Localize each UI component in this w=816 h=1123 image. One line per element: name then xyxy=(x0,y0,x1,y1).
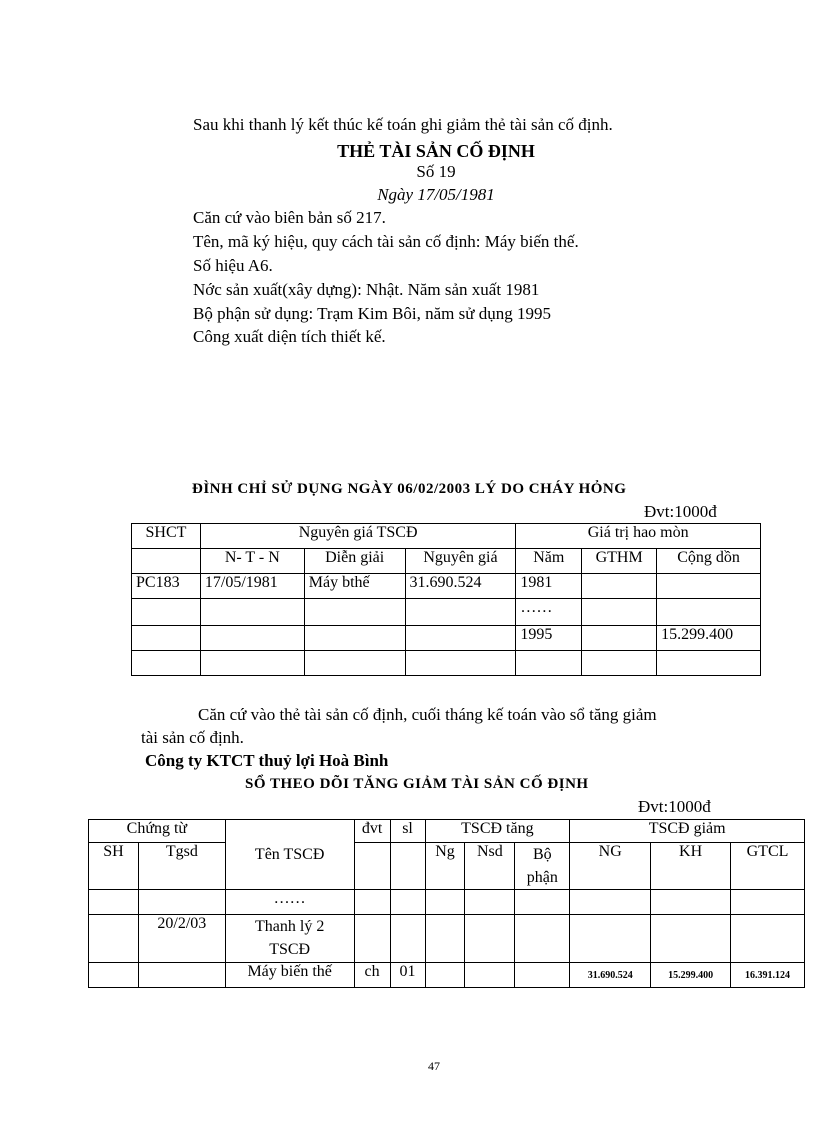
ledger-row xyxy=(89,890,805,915)
header-nguyen-gia: Nguyên giá TSCĐ xyxy=(200,524,515,549)
header-gia-tri-hao-mon: Giá trị hao mòn xyxy=(516,524,761,549)
cell xyxy=(304,626,405,651)
header-tscd-giam: TSCĐ giảm xyxy=(570,820,805,843)
cell: 1995 xyxy=(516,626,582,651)
header-sh: SH xyxy=(89,843,139,890)
header-ng-tang: Ng xyxy=(425,843,465,890)
cell xyxy=(582,651,657,676)
table-row xyxy=(132,574,761,599)
card-line-3: Số hiệu A6. xyxy=(193,256,273,275)
header-ng: Nguyên giá xyxy=(405,549,516,574)
card-number: Số 19 xyxy=(416,162,456,181)
cell xyxy=(582,599,657,626)
cell xyxy=(200,626,304,651)
card-line-1: Căn cứ vào biên bản số 217. xyxy=(193,208,386,227)
ledger-title: SỔ THEO DÕI TĂNG GIẢM TÀI SẢN CỐ ĐỊNH xyxy=(245,776,589,792)
cell xyxy=(582,574,657,599)
cell xyxy=(405,599,516,626)
card-line-6: Công xuất diện tích thiết kế. xyxy=(193,327,386,346)
cell: 1981 xyxy=(516,574,582,599)
header-ng-giam: NG xyxy=(570,843,651,890)
cell: 17/05/1981 xyxy=(200,574,304,599)
header-dien-giai: Diễn giải xyxy=(304,549,405,574)
ledger-subheader-row xyxy=(89,843,805,890)
cell-line: Thanh lý 2 xyxy=(255,918,325,935)
header-sl: sl xyxy=(390,820,425,843)
header-tscd-tang: TSCĐ tăng xyxy=(425,820,570,843)
cell: 20/2/03 xyxy=(138,915,225,963)
cell xyxy=(132,651,201,676)
cell xyxy=(225,915,354,963)
ledger-row xyxy=(89,915,805,963)
table-row xyxy=(132,599,761,626)
stop-use-heading: ĐÌNH CHỈ SỬ DỤNG NGÀY 06/02/2003 LÝ DO CHÁY HỎNG xyxy=(192,481,627,497)
header-kh: KH xyxy=(651,843,731,890)
cell xyxy=(516,651,582,676)
ledger-header-row xyxy=(89,820,805,843)
header-shct: SHCT xyxy=(132,524,201,549)
cell xyxy=(304,599,405,626)
cell: Máy bthế xyxy=(304,574,405,599)
header-chung-tu: Chứng từ xyxy=(89,820,226,843)
ledger-row xyxy=(89,963,805,988)
header-nsd: Nsd xyxy=(465,843,515,890)
cell: ch xyxy=(354,963,390,988)
cell xyxy=(200,651,304,676)
header-tgsd: Tgsd xyxy=(138,843,225,890)
cell xyxy=(405,651,516,676)
cell: 15.299.400 xyxy=(657,626,761,651)
cell xyxy=(304,651,405,676)
table-header-row xyxy=(132,524,761,549)
unit-label-2: Đvt:1000đ xyxy=(638,797,711,816)
paragraph-2: Căn cứ vào thẻ tài sản cố định, cuối tháng kế toán vào sổ tăng giảm xyxy=(198,705,657,724)
cell: 31.690.524 xyxy=(570,963,651,988)
unit-label-1: Đvt:1000đ xyxy=(644,502,717,521)
cell xyxy=(657,574,761,599)
ledger-table xyxy=(88,819,805,988)
page-number: 47 xyxy=(428,1059,440,1073)
header-cong-don: Cộng dồn xyxy=(657,549,761,574)
cell-line: TSCĐ xyxy=(269,941,311,958)
header-gthm: GTHM xyxy=(582,549,657,574)
table-row xyxy=(132,626,761,651)
cell: 31.690.524 xyxy=(405,574,516,599)
cell xyxy=(405,626,516,651)
header-phan: phận xyxy=(526,869,558,886)
cell: 15.299.400 xyxy=(651,963,731,988)
header-bo-phan xyxy=(515,843,570,890)
cell: 01 xyxy=(390,963,425,988)
cell: 16.391.124 xyxy=(731,963,805,988)
cell: PC183 xyxy=(132,574,201,599)
card-line-4: Nớc sản xuất(xây dựng): Nhật. Năm sản xuất 1981 xyxy=(193,280,540,299)
table-row xyxy=(132,651,761,676)
cell xyxy=(132,599,201,626)
cell: Máy biến thế xyxy=(225,963,354,988)
cell xyxy=(657,651,761,676)
cell xyxy=(657,599,761,626)
header-bo: Bộ xyxy=(532,846,552,863)
cell xyxy=(200,599,304,626)
header-dvt: đvt xyxy=(354,820,390,843)
depreciation-table xyxy=(131,523,761,676)
header-nam: Năm xyxy=(516,549,582,574)
card-line-2: Tên, mã ký hiệu, quy cách tài sản cố định: Máy biến thế. xyxy=(193,232,579,251)
header-ntn: N- T - N xyxy=(200,549,304,574)
header-ten-tscd: Tên TSCĐ xyxy=(225,820,354,890)
cell xyxy=(582,626,657,651)
table-subheader-row xyxy=(132,549,761,574)
company-name: Công ty KTCT thuỷ lợi Hoà Bình xyxy=(145,751,389,770)
cell: …… xyxy=(516,599,582,626)
card-date: Ngày 17/05/1981 xyxy=(377,185,495,204)
paragraph-2-cont: tài sản cố định. xyxy=(141,728,244,747)
header-gtcl: GTCL xyxy=(731,843,805,890)
cell xyxy=(132,626,201,651)
card-title: THẺ TÀI SẢN CỐ ĐỊNH xyxy=(337,141,535,161)
cell: …… xyxy=(225,890,354,915)
card-line-5: Bộ phận sử dụng: Trạm Kim Bôi, năm sử dụng 1995 xyxy=(193,304,551,323)
intro-text: Sau khi thanh lý kết thúc kế toán ghi giảm thẻ tài sản cố định. xyxy=(193,115,613,134)
